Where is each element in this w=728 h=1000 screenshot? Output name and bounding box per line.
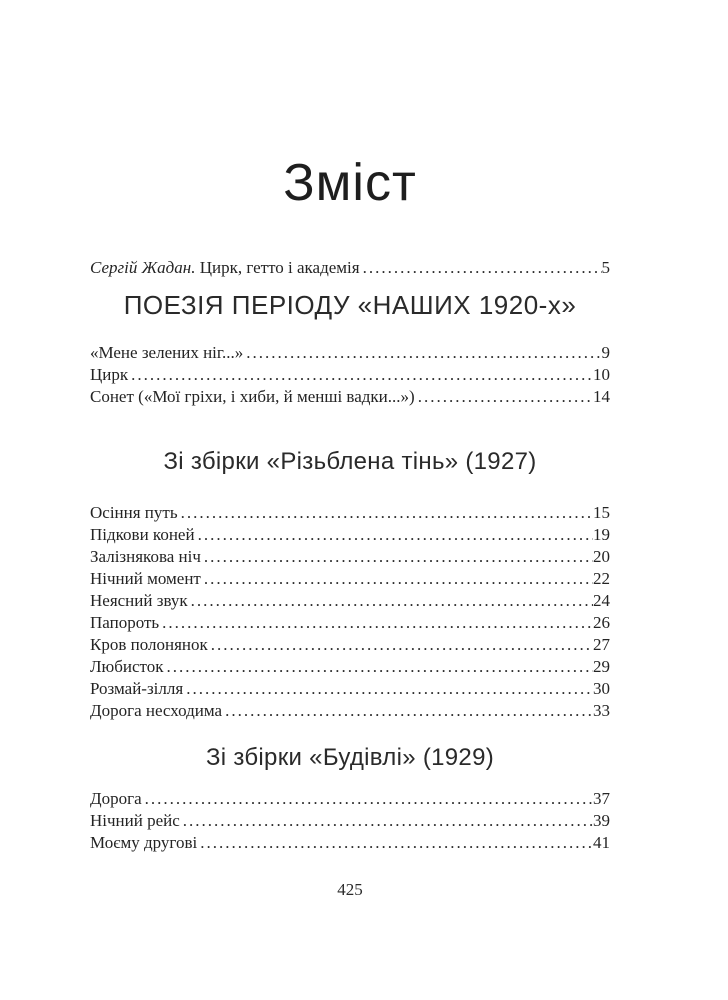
- toc-entry: [90, 788, 610, 810]
- toc-entry-page: 19: [593, 525, 610, 545]
- toc-entry-title: «Мене зелених ніг...»: [90, 343, 244, 363]
- toc-entry-page: 20: [593, 547, 610, 567]
- toc-entry-title: Папороть: [90, 613, 160, 633]
- toc-entry-title: Нічний рейс: [90, 810, 180, 830]
- toc-entry: [90, 634, 610, 656]
- toc-entry-title: Неясний звук: [90, 591, 188, 611]
- toc-entry: [90, 502, 610, 524]
- toc-entry: [90, 590, 610, 612]
- dot-leader: [243, 342, 601, 364]
- toc-entry-page: 24: [593, 591, 610, 611]
- dot-leader: [197, 832, 593, 854]
- toc-entry: [90, 524, 610, 546]
- toc-entry-page: 33: [593, 701, 610, 721]
- toc-entry-page: 30: [593, 679, 610, 699]
- dot-leader: [164, 656, 594, 678]
- dot-leader: [415, 386, 593, 408]
- toc-entry: [90, 568, 610, 590]
- dot-leader: [188, 590, 593, 612]
- toc-entry-title: Моєму другові: [90, 832, 198, 852]
- toc-entry-page: 29: [593, 657, 610, 677]
- dot-leader: [201, 546, 593, 568]
- toc-entry-page: 10: [593, 365, 610, 385]
- dot-leader: [201, 568, 593, 590]
- toc-entry: [90, 832, 610, 854]
- toc-entry-page: 41: [593, 832, 610, 852]
- dot-leader: [208, 634, 593, 656]
- toc-entry-intro: [90, 257, 610, 279]
- toc-entry: [90, 386, 610, 408]
- toc-entry-page: 37: [593, 788, 610, 808]
- toc-section-budivli: [90, 744, 610, 854]
- table-of-contents: [90, 257, 610, 854]
- section-heading: ПОЕЗІЯ ПЕРІОДУ «НАШИХ 1920-х»: [123, 289, 577, 320]
- toc-entry-page: 22: [593, 569, 610, 589]
- toc-entry-author: Сергій Жадан.: [90, 257, 196, 277]
- toc-entry-title: Осіння путь: [90, 503, 178, 523]
- toc-entry-page: 26: [593, 613, 610, 633]
- dot-leader: [142, 788, 593, 810]
- toc-entry: [90, 342, 610, 364]
- toc-section-rizblena-tin: [90, 448, 610, 722]
- dot-leader: [159, 612, 593, 634]
- page-title: Зміст: [283, 154, 417, 212]
- toc-entry-title: Кров полонянок: [90, 635, 208, 655]
- dot-leader: [183, 678, 593, 700]
- toc-entry-page: 9: [601, 343, 610, 363]
- toc-entry-page: 14: [593, 387, 610, 407]
- toc-entry-page: 27: [593, 635, 610, 655]
- section-heading: Зі збірки «Різьблена тінь» (1927): [163, 448, 537, 476]
- toc-entry: [90, 612, 610, 634]
- toc-entry-title: Дорога: [90, 788, 142, 808]
- toc-entry: [90, 700, 610, 722]
- toc-entry-title: Розмай-зілля: [90, 679, 184, 699]
- toc-entry-title: Підкови коней: [90, 525, 195, 545]
- toc-entry: [90, 364, 610, 386]
- toc-entry: [90, 678, 610, 700]
- dot-leader: [222, 700, 593, 722]
- toc-entry-title: Дорога несходима: [90, 701, 223, 721]
- toc-entry-title: Сонет («Мої гріхи, і хиби, й менші вадки...»): [90, 387, 415, 407]
- dot-leader: [128, 364, 593, 386]
- toc-entry-page: 5: [601, 257, 610, 277]
- toc-section-poeziya: [90, 291, 610, 409]
- dot-leader: [178, 502, 593, 524]
- toc-entry: [90, 810, 610, 832]
- toc-entry-text: [90, 257, 360, 279]
- toc-entry-title: Залізнякова ніч: [90, 547, 201, 567]
- toc-entry-title: Цирк: [90, 365, 129, 385]
- toc-entry-title: Нічний момент: [90, 569, 201, 589]
- toc-entry-page: 39: [593, 810, 610, 830]
- toc-entry-title: Любисток: [90, 657, 164, 677]
- toc-entry: [90, 546, 610, 568]
- dot-leader: [195, 524, 593, 546]
- toc-entry-title: Цирк, гетто і академія: [199, 257, 360, 277]
- dot-leader: [180, 810, 593, 832]
- folio-page-number: 425: [337, 880, 363, 899]
- dot-leader: [360, 257, 602, 279]
- toc-entry-page: 15: [593, 503, 610, 523]
- section-heading: Зі збірки «Будівлі» (1929): [205, 744, 495, 772]
- toc-entry: [90, 656, 610, 678]
